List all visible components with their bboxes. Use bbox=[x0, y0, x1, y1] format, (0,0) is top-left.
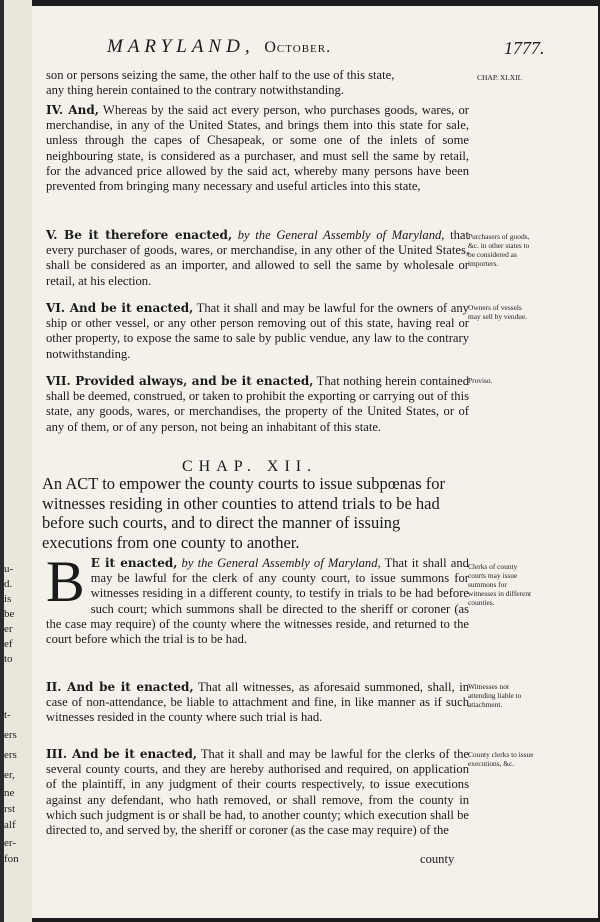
year: 1777. bbox=[504, 38, 545, 58]
gutter-fragment: ers bbox=[4, 729, 17, 741]
margin-chapter-note: CHAP. XI.XII. bbox=[477, 73, 522, 82]
section-lead: IV. And, bbox=[46, 103, 99, 117]
margin-note-clerks: Clerks of county courts may issue summons for witnesses in different counties. bbox=[468, 562, 532, 607]
gutter-fragment: to bbox=[4, 653, 13, 665]
gutter-fragment: is bbox=[4, 593, 12, 605]
act-section-i bbox=[46, 549, 469, 647]
book-page bbox=[32, 6, 598, 918]
gutter-fragment: ne bbox=[4, 787, 15, 799]
margin-note-executions: County clerks to issue executions, &c. bbox=[468, 750, 534, 768]
text-line: any thing herein contained to the contrary notwithstanding. bbox=[46, 83, 344, 98]
gutter-fragment: d. bbox=[4, 578, 13, 590]
section-lead: V. Be it therefore enacted, bbox=[46, 228, 233, 242]
gutter-fragment: ers bbox=[4, 749, 17, 761]
opening-lines bbox=[46, 68, 469, 98]
margin-note-purchasers: Purchasers of goods, &c. in other states to be considered as importers. bbox=[468, 232, 530, 268]
gutter-fragment: t- bbox=[4, 709, 11, 721]
facing-page-gutter bbox=[0, 0, 32, 922]
section-iv bbox=[46, 103, 469, 194]
section-body: That it shall and may be lawful for the owners of any ship or other vessel, or any other person removing out of this state, having real or other property, to expose the same to sale by public vendue, any law to the contrary notwithstanding. bbox=[46, 301, 469, 361]
drop-cap: B bbox=[46, 549, 85, 614]
state-name: MARYLAND, bbox=[107, 36, 255, 57]
gutter-fragment: fon bbox=[4, 853, 19, 865]
section-body: That it shall and may be lawful for the clerks of the several county courts, and they are hereby authorised and required, on application of the plaintiff, in any judgment of their courts respectively, to issue executions against any defendant, who hath removed, or shall remove, from the county in which such judgment is or shall be had, to another county; which execution shall be directed to, and served by, the sheriff or coroner (as the case may require) of the bbox=[46, 747, 470, 838]
month-name: October. bbox=[264, 39, 332, 56]
gutter-fragment: er- bbox=[4, 837, 16, 849]
section-body: That all witnesses, as aforesaid summoned, shall, in case of non-attendance, be liable to attachment and fine, in like manner as if such witnesses resided in the county where such trial is had. bbox=[46, 680, 469, 725]
margin-note-witnesses: Witnesses not attending liable to attachment. bbox=[468, 682, 522, 709]
gutter-fragment: u- bbox=[4, 563, 14, 575]
gutter-fragment: ef bbox=[4, 638, 13, 650]
gutter-fragment: er bbox=[4, 623, 13, 635]
catchword: county bbox=[420, 852, 455, 866]
section-lead: VI. And be it enacted, bbox=[46, 301, 194, 315]
section-lead: VII. Provided always, and be it enacted, bbox=[46, 374, 314, 388]
margin-note-proviso: Proviso. bbox=[468, 376, 493, 385]
section-body: Whereas by the said act every person, who purchases goods, wares, or merchandise, in any of the United States, and brings them into this state for sale, unless through the capes of Chesapeak, or some one of the inlets of some neighbouring state, is considered as a purchaser, and must sell the same by retail, for the advanced price allowed by the said act, whereby many persons have been prevented from bringing many necessary and useful articles into this state, bbox=[46, 103, 470, 194]
section-lead: E it enacted, bbox=[90, 556, 178, 570]
running-head bbox=[107, 36, 331, 58]
text-line: son or persons seizing the same, the other half to the use of this state, bbox=[46, 68, 395, 82]
margin-note-owners: Owners of vessels may sell by vendue. bbox=[468, 303, 528, 321]
section-body: That nothing herein contained shall be deemed, construed, or taken to prohibit the exporting or carrying out of this state, any goods, wares, or merchandises, the property of the United States, or of any of them, or of any person, not being an inhabitant of this state. bbox=[46, 374, 469, 434]
section-vi bbox=[46, 301, 469, 362]
gutter-fragment: er, bbox=[4, 769, 15, 781]
gutter-fragment: be bbox=[4, 608, 15, 620]
act-section-iii bbox=[46, 747, 469, 838]
section-lead: III. And be it enacted, bbox=[46, 747, 198, 761]
act-section-ii bbox=[46, 680, 469, 726]
section-body: That it shall and may be lawful for the clerk of any county court, to issue summons for witnesses residing in a different county, to testify in trials to be had before such court; which summons shall be directed to the sheriff or coroner (as the case may require) of the county where the witnesses reside, and returned to the court before which the trial is to be had. bbox=[46, 556, 469, 647]
binding-shadow bbox=[0, 0, 4, 922]
act-title-text: An ACT to empower the county courts to issue subpœnas for witnesses residing in other counties to attend trials to be had before such courts, and to direct the manner of issuing executions from one county to another. bbox=[42, 474, 445, 552]
chapter-heading: CHAP. XII. bbox=[182, 458, 318, 475]
gutter-fragment: rst bbox=[4, 803, 15, 815]
section-vii bbox=[46, 374, 469, 435]
section-italic: by the General Assembly of Maryland, bbox=[232, 228, 445, 242]
section-italic: by the General Assembly of Maryland, bbox=[177, 556, 381, 570]
section-v bbox=[46, 228, 469, 289]
act-title bbox=[42, 474, 472, 552]
section-lead: II. And be it enacted, bbox=[46, 680, 194, 694]
gutter-fragment: alf bbox=[4, 819, 16, 831]
section-body: that every purchaser of goods, wares, or merchandise, in any other of the United States, shall be considered as an importer, and allowed to sell the same by wholesale or retail, at his election. bbox=[46, 228, 469, 288]
